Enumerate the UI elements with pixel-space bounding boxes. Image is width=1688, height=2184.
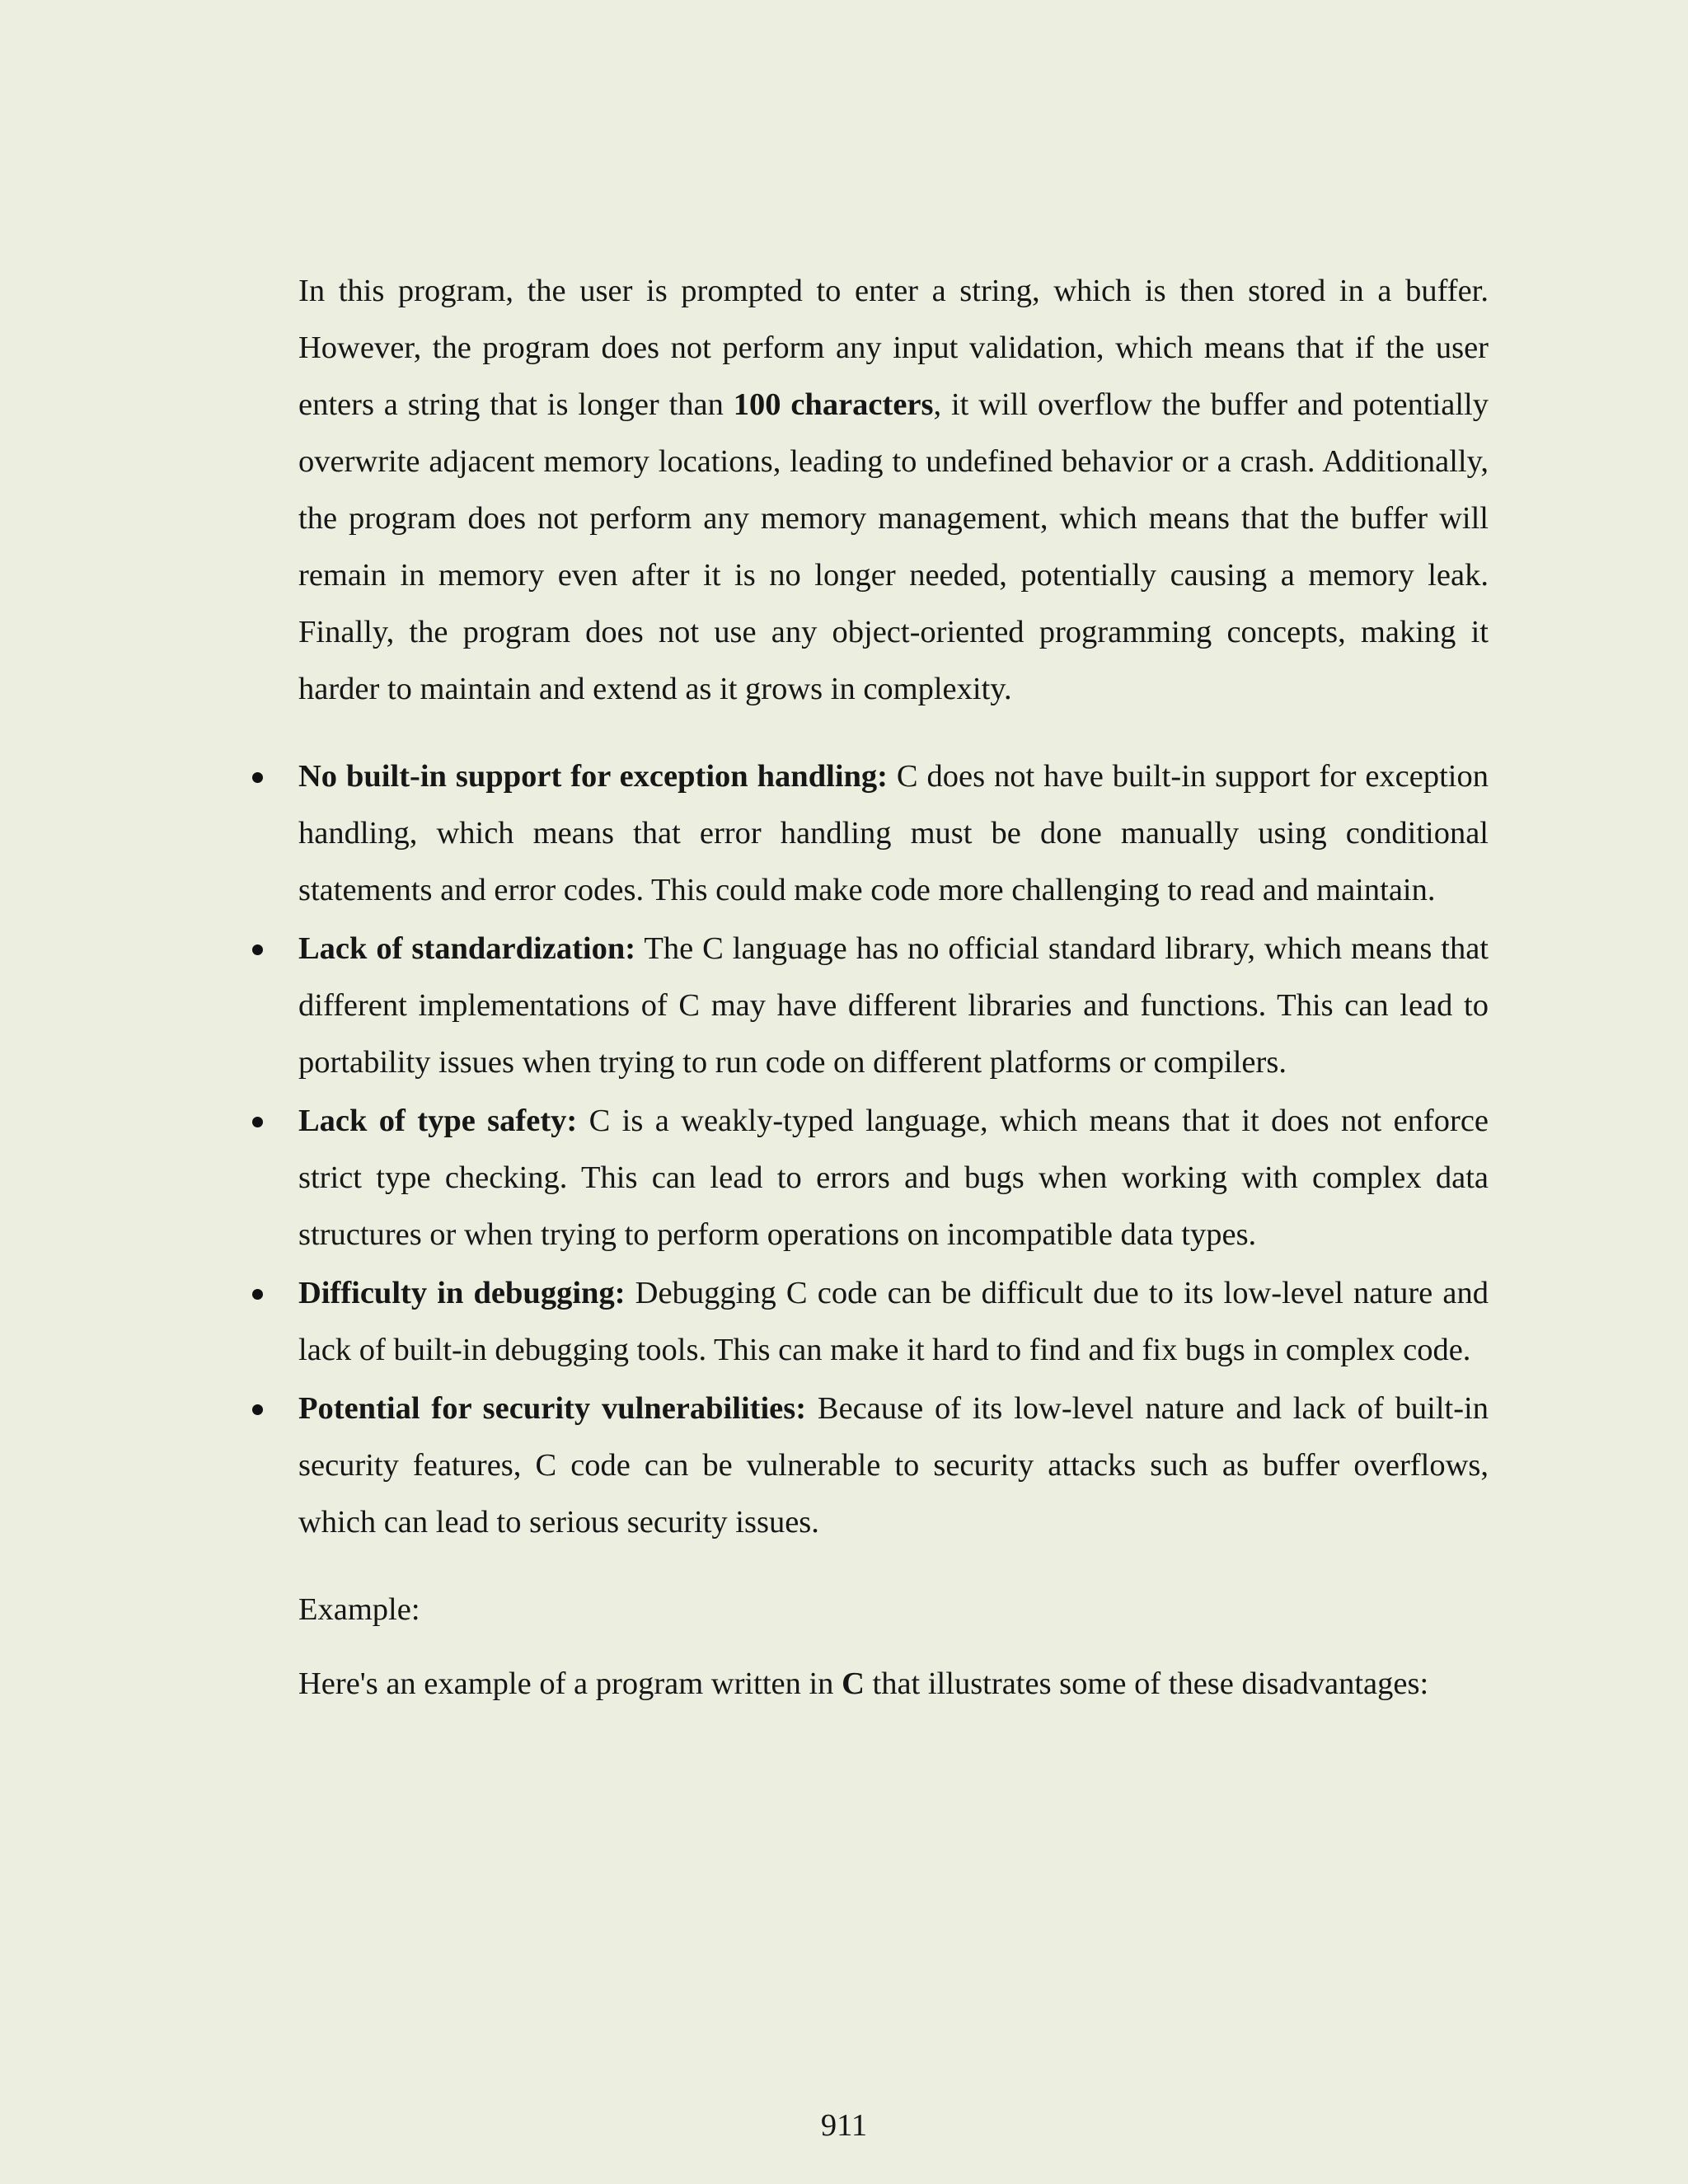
example-bold-language: C bbox=[842, 1666, 865, 1701]
bullet-icon bbox=[252, 1289, 263, 1300]
bullet-icon bbox=[252, 772, 263, 783]
list-item-term: Difficulty in debugging: bbox=[298, 1276, 626, 1310]
intro-paragraph bbox=[298, 263, 1489, 718]
list-item-text: Because of its low-level nature and lack of built-in security features, C code can be vulnerable to security attacks such as buffer overflows, which can lead to serious security issues. bbox=[298, 1391, 1489, 1540]
page-body bbox=[298, 263, 1489, 1713]
list-item bbox=[298, 1093, 1489, 1263]
list-item bbox=[298, 1265, 1489, 1379]
disadvantages-list bbox=[298, 748, 1489, 1551]
example-text-start: Here's an example of a program written in bbox=[298, 1666, 842, 1701]
list-item-text: The C language has no official standard library, which means that different implementations of C may have different libraries and functions. This can lead to portability issues when trying to run code on different platforms or compilers. bbox=[298, 931, 1489, 1080]
list-item bbox=[298, 921, 1489, 1091]
list-item-text: C is a weakly-typed language, which means that it does not enforce strict type checking. This can lead to errors and bugs when working with complex data structures or when trying to perform operations on incompatible data types. bbox=[298, 1104, 1489, 1252]
page-number: 911 bbox=[820, 2108, 868, 2143]
list-item-term: No built-in support for exception handling: bbox=[298, 759, 888, 794]
list-item-text: C does not have built-in support for exception handling, which means that error handling must be done manually using conditional statements and error codes. This could make code more challenging to read and maintain. bbox=[298, 759, 1489, 907]
list-item-term: Lack of type safety: bbox=[298, 1104, 578, 1138]
list-item-term: Lack of standardization: bbox=[298, 931, 636, 966]
example-heading: Example: bbox=[298, 1592, 420, 1627]
example-text-end: that illustrates some of these disadvantages: bbox=[864, 1666, 1429, 1701]
list-item bbox=[298, 1380, 1489, 1551]
bullet-icon bbox=[252, 944, 263, 955]
list-item bbox=[298, 748, 1489, 919]
bullet-icon bbox=[252, 1404, 263, 1415]
intro-bold-phrase: 100 characters bbox=[733, 387, 934, 422]
intro-text-end: , it will overflow the buffer and potentially overwrite adjacent memory locations, leading to undefined behavior or a crash. Additionally, the program does not perform any memory management, which means that the buffer will remain in memory even after it is no longer needed, potentially causing a memory leak. Finally, the program does not use any object-oriented programming concepts, making it harder to maintain and extend as it grows in complexity. bbox=[298, 387, 1489, 706]
bullet-icon bbox=[252, 1117, 263, 1127]
intro-text-start: In this program, the user is prompted to enter a string, which is then stored in a buffer. However, the program does not perform any input validation, which means that if the user enters a string that is longer than bbox=[298, 274, 1489, 422]
list-item-text: Debugging C code can be difficult due to its low-level nature and lack of built-in debugging tools. This can make it hard to find and fix bugs in complex code. bbox=[298, 1276, 1489, 1367]
example-intro-paragraph bbox=[298, 1656, 1489, 1713]
list-item-term: Potential for security vulnerabilities: bbox=[298, 1391, 807, 1426]
